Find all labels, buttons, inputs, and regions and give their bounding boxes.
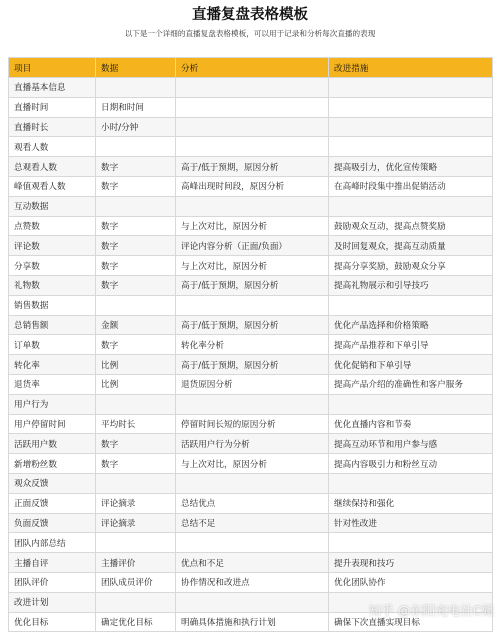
analysis-cell — [176, 473, 329, 493]
improvement-cell — [329, 97, 493, 117]
improvement-cell: 提升表现和技巧 — [329, 553, 493, 573]
analysis-cell — [176, 117, 329, 137]
data-cell: 主播评价 — [96, 553, 176, 573]
table-row — [9, 414, 493, 434]
table-header-row — [9, 58, 493, 78]
improvement-cell — [329, 137, 493, 157]
data-cell — [96, 592, 176, 612]
data-cell — [96, 295, 176, 315]
table-row — [9, 553, 493, 573]
analysis-cell — [176, 295, 329, 315]
analysis-cell: 高于/低于预期，原因分析 — [176, 275, 329, 295]
improvement-cell: 提高内容吸引力和粉丝互动 — [329, 454, 493, 474]
analysis-cell: 明确具体措施和执行计划 — [176, 612, 329, 632]
table-row — [9, 78, 493, 98]
item-cell: 销售数据 — [9, 295, 96, 315]
item-cell: 正面反馈 — [9, 493, 96, 513]
table-row — [9, 493, 493, 513]
analysis-cell: 高峰出现时间段，原因分析 — [176, 176, 329, 196]
improvement-cell — [329, 196, 493, 216]
analysis-cell: 高于/低于预期，原因分析 — [176, 157, 329, 177]
table-row — [9, 434, 493, 454]
table-row — [9, 572, 493, 592]
item-cell: 订单数 — [9, 335, 96, 355]
analysis-cell: 退货原因分析 — [176, 374, 329, 394]
table-row — [9, 355, 493, 375]
improvement-cell: 优化直播内容和节奏 — [329, 414, 493, 434]
table-row — [9, 275, 493, 295]
item-cell: 互动数据 — [9, 196, 96, 216]
improvement-cell — [329, 473, 493, 493]
table-row — [9, 374, 493, 394]
data-cell — [96, 78, 176, 98]
analysis-cell: 活跃用户行为分析 — [176, 434, 329, 454]
improvement-cell: 针对性改进 — [329, 513, 493, 533]
data-cell: 数字 — [96, 335, 176, 355]
data-cell: 评论摘录 — [96, 513, 176, 533]
table-row — [9, 335, 493, 355]
improvement-cell — [329, 295, 493, 315]
item-cell: 礼物数 — [9, 275, 96, 295]
data-cell: 比例 — [96, 355, 176, 375]
data-cell — [96, 137, 176, 157]
item-cell: 团队内部总结 — [9, 533, 96, 553]
table-row — [9, 117, 493, 137]
improvement-cell: 确保下次直播实现目标 — [329, 612, 493, 632]
analysis-cell: 评论内容分析（正面/负面） — [176, 236, 329, 256]
table-row — [9, 196, 493, 216]
table-row — [9, 216, 493, 236]
item-cell: 退货率 — [9, 374, 96, 394]
data-cell: 数字 — [96, 256, 176, 276]
improvement-cell — [329, 533, 493, 553]
analysis-cell: 高于/低于预期，原因分析 — [176, 315, 329, 335]
analysis-cell: 优点和不足 — [176, 553, 329, 573]
header-data: 数据 — [96, 58, 176, 78]
item-cell: 优化目标 — [9, 612, 96, 632]
item-cell: 观看人数 — [9, 137, 96, 157]
item-cell: 观众反馈 — [9, 473, 96, 493]
table-row — [9, 394, 493, 414]
analysis-cell: 总结不足 — [176, 513, 329, 533]
item-cell: 负面反馈 — [9, 513, 96, 533]
analysis-cell: 转化率分析 — [176, 335, 329, 355]
improvement-cell: 提高产品推荐和下单引导 — [329, 335, 493, 355]
item-cell: 评论数 — [9, 236, 96, 256]
improvement-cell: 继续保持和强化 — [329, 493, 493, 513]
item-cell: 总销售额 — [9, 315, 96, 335]
table-row — [9, 315, 493, 335]
improvement-cell: 提高吸引力，优化宣传策略 — [329, 157, 493, 177]
data-cell — [96, 533, 176, 553]
item-cell: 直播基本信息 — [9, 78, 96, 98]
improvement-cell — [329, 394, 493, 414]
table-row — [9, 157, 493, 177]
data-cell — [96, 394, 176, 414]
table-row — [9, 137, 493, 157]
item-cell: 用户停留时间 — [9, 414, 96, 434]
analysis-cell — [176, 533, 329, 553]
data-cell: 金额 — [96, 315, 176, 335]
item-cell: 点赞数 — [9, 216, 96, 236]
data-cell: 数字 — [96, 454, 176, 474]
header-item: 项目 — [9, 58, 96, 78]
item-cell: 直播时间 — [9, 97, 96, 117]
header-improvement: 改进措施 — [329, 58, 493, 78]
data-cell: 小时/分钟 — [96, 117, 176, 137]
item-cell: 新增粉丝数 — [9, 454, 96, 474]
data-cell: 数字 — [96, 216, 176, 236]
improvement-cell: 在高峰时段集中推出促销活动 — [329, 176, 493, 196]
improvement-cell: 提高分享奖励，鼓励观众分享 — [329, 256, 493, 276]
table-row — [9, 295, 493, 315]
item-cell: 直播时长 — [9, 117, 96, 137]
item-cell: 活跃用户数 — [9, 434, 96, 454]
item-cell: 总观看人数 — [9, 157, 96, 177]
data-cell: 数字 — [96, 176, 176, 196]
improvement-cell: 及时回复观众，提高互动质量 — [329, 236, 493, 256]
data-cell — [96, 196, 176, 216]
analysis-cell — [176, 78, 329, 98]
item-cell: 团队评价 — [9, 572, 96, 592]
data-cell: 数字 — [96, 275, 176, 295]
analysis-cell — [176, 196, 329, 216]
data-cell: 确定优化目标 — [96, 612, 176, 632]
data-cell: 评论摘录 — [96, 493, 176, 513]
item-cell: 用户行为 — [9, 394, 96, 414]
analysis-cell: 与上次对比，原因分析 — [176, 216, 329, 236]
page-title: 直播复盘表格模板 — [192, 7, 308, 23]
table-row — [9, 256, 493, 276]
item-cell: 改进计划 — [9, 592, 96, 612]
table-row — [9, 513, 493, 533]
analysis-cell — [176, 394, 329, 414]
data-cell: 数字 — [96, 157, 176, 177]
analysis-cell: 高于/低于预期，原因分析 — [176, 355, 329, 375]
header-analysis: 分析 — [176, 58, 329, 78]
review-table — [8, 57, 493, 632]
data-cell: 平均时长 — [96, 414, 176, 434]
data-cell: 数字 — [96, 236, 176, 256]
table-row — [9, 236, 493, 256]
table-row — [9, 176, 493, 196]
item-cell: 主播自评 — [9, 553, 96, 573]
item-cell: 分享数 — [9, 256, 96, 276]
table-body — [9, 78, 493, 632]
improvement-cell: 提高礼物展示和引导技巧 — [329, 275, 493, 295]
improvement-cell: 提高产品介绍的准确性和客户服务 — [329, 374, 493, 394]
table-row — [9, 473, 493, 493]
table-row — [9, 533, 493, 553]
item-cell: 转化率 — [9, 355, 96, 375]
data-cell: 数字 — [96, 434, 176, 454]
analysis-cell — [176, 137, 329, 157]
improvement-cell: 提高互动环节和用户参与感 — [329, 434, 493, 454]
data-cell: 日期和时间 — [96, 97, 176, 117]
improvement-cell: 鼓励观众互动，提高点赞奖励 — [329, 216, 493, 236]
improvement-cell: 优化产品选择和价格策略 — [329, 315, 493, 335]
analysis-cell: 总结优点 — [176, 493, 329, 513]
page-subtitle: 以下是一个详细的直播复盘表格模板，可以用于记录和分析每次直播的表现 — [124, 29, 376, 38]
table-row — [9, 97, 493, 117]
improvement-cell: 优化促销和下单引导 — [329, 355, 493, 375]
analysis-cell: 与上次对比，原因分析 — [176, 256, 329, 276]
improvement-cell: 优化团队协作 — [329, 572, 493, 592]
analysis-cell: 与上次对比，原因分析 — [176, 454, 329, 474]
data-cell: 团队成员评价 — [96, 572, 176, 592]
analysis-cell: 停留时间长短的原因分析 — [176, 414, 329, 434]
improvement-cell — [329, 78, 493, 98]
analysis-cell: 协作情况和改进点 — [176, 572, 329, 592]
table-row — [9, 454, 493, 474]
watermark: 知乎 @东阳充电社C姐 — [368, 603, 494, 618]
analysis-cell — [176, 97, 329, 117]
improvement-cell — [329, 117, 493, 137]
data-cell — [96, 473, 176, 493]
analysis-cell — [176, 592, 329, 612]
data-cell: 比例 — [96, 374, 176, 394]
item-cell: 峰值观看人数 — [9, 176, 96, 196]
